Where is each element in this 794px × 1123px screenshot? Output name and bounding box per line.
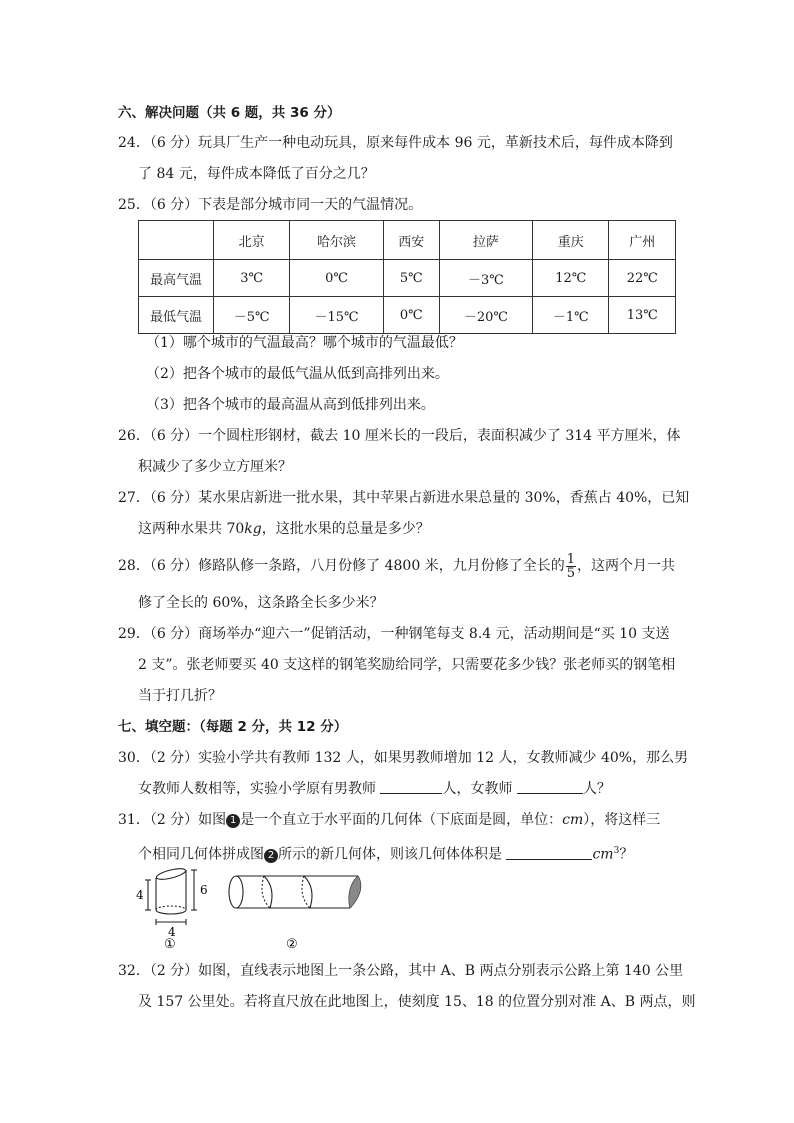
- figure-2-label: ②: [286, 937, 298, 950]
- q25-sub2: （2）把各个城市的最低气温从低到高排列出来。: [146, 366, 449, 382]
- q26-line1: 26．（6 分）一个圆柱形钢材，截去 10 厘米长的一段后，表面积减少了 314 平方厘米，体: [118, 428, 681, 444]
- fraction-one-fifth: $\frac{1}{5}$: [566, 551, 575, 581]
- q31-line1: 31．（2 分）如图 1 是一个直立于水平面的几何体（下底面是圆，单位：cm），将这样三: [118, 812, 661, 828]
- table-cell: 北京: [214, 221, 290, 260]
- dim-left-label: 4: [136, 888, 144, 902]
- q27-line2: 这两种水果共 70kg，这批水果的总量是多少？: [138, 521, 430, 537]
- table-cell: 0℃: [383, 297, 439, 334]
- q28-line1: 28．（6 分）修路队修一条路，八月份修了 4800 米，九月份修了全长的 $\frac{1}{5}$ ，这两个月一共: [118, 551, 675, 581]
- cylinder-figure: [134, 866, 374, 950]
- dim-right-label: 6: [200, 883, 208, 897]
- figure-1-label: ①: [164, 937, 176, 950]
- q30-line1: 30．（2 分）实验小学共有教师 132 人，如果男教师增加 12 人，女教师减少 40%，那么男: [118, 750, 689, 766]
- q32-line2: 及 157 公里处。若将直尺放在此地图上，使刻度 15、18 的位置分别对准 A、B 两点，则: [138, 994, 696, 1010]
- table-cell: 5℃: [383, 260, 439, 297]
- table-cell: －20℃: [439, 297, 532, 334]
- table-cell: －3℃: [439, 260, 532, 297]
- q25-sub1: （1）哪个城市的气温最高？哪个城市的气温最低？: [146, 335, 463, 351]
- q31-line2: 个相同几何体拼成图 2 所示的新几何体，则该几何体体积是 $cm^3$？: [138, 846, 634, 863]
- section-6-title: 六、解决问题（共 6 题，共 36 分）: [118, 105, 341, 121]
- table-header-row: [139, 221, 676, 260]
- table-cell: 最低气温: [139, 297, 214, 334]
- table-cell: 0℃: [290, 260, 383, 297]
- table-row: [139, 297, 676, 334]
- q29-line1: 29．（6 分）商场举办“迎六一”促销活动，一种钢笔每支 8.4 元，活动期间是“买 10 支送: [118, 626, 670, 642]
- table-cell: 最高气温: [139, 260, 214, 297]
- answer-blank-male[interactable]: [380, 779, 442, 794]
- table-cell: 重庆: [533, 221, 609, 260]
- q27-line1: 27．（6 分）某水果店新进一批水果，其中苹果占新进水果总量的 30%，香蕉占 40%，已知: [118, 490, 690, 506]
- q24-line2: 了 84 元，每件成本降低了百分之几？: [138, 166, 375, 182]
- q25-line1: 25．（6 分）下表是部分城市同一天的气温情况。: [118, 197, 423, 213]
- table-row: [139, 260, 676, 297]
- q25-sub3: （3）把各个城市的最高温从高到低排列出来。: [146, 397, 435, 413]
- q29-line3: 当于打几折？: [138, 688, 222, 704]
- table-cell: －1℃: [533, 297, 609, 334]
- q24-line1: 24．（6 分）玩具厂生产一种电动玩具，原来每件成本 96 元，革新技术后，每件成本降到: [118, 135, 673, 151]
- table-cell: 12℃: [533, 260, 609, 297]
- circled-two-icon: 2: [264, 849, 278, 863]
- table-cell: 西安: [383, 221, 439, 260]
- answer-blank-female[interactable]: [517, 779, 583, 794]
- table-cell: 哈尔滨: [290, 221, 383, 260]
- q28-line2: 修了全长的 60%，这条路全长多少米？: [138, 595, 384, 611]
- table-cell: 13℃: [609, 297, 676, 334]
- table-cell: 3℃: [214, 260, 290, 297]
- table-cell: 广州: [609, 221, 676, 260]
- q29-line2: 2 支”。张老师要买 40 支这样的钢笔奖励给同学，只需要花多少钱？张老师买的钢笔相: [138, 657, 676, 673]
- answer-blank-volume[interactable]: [506, 845, 592, 860]
- table-cell: 拉萨: [439, 221, 532, 260]
- table-cell: －15℃: [290, 297, 383, 334]
- table-cell: －5℃: [214, 297, 290, 334]
- temperature-table: [138, 220, 676, 334]
- q26-line2: 积减少了多少立方厘米？: [138, 459, 292, 475]
- table-cell: 22℃: [609, 260, 676, 297]
- dim-bottom-label: 4: [168, 925, 176, 939]
- q30-line2: 女教师人数相等，实验小学原有男教师 人，女教师 人？: [138, 781, 611, 797]
- section-7-title: 七、填空题：（每题 2 分，共 12 分）: [118, 719, 348, 735]
- table-cell: [139, 221, 214, 260]
- q32-line1: 32．（2 分）如图，直线表示地图上一条公路，其中 A、B 两点分别表示公路上第 140 公里: [118, 963, 684, 979]
- circled-one-icon: 1: [226, 814, 240, 828]
